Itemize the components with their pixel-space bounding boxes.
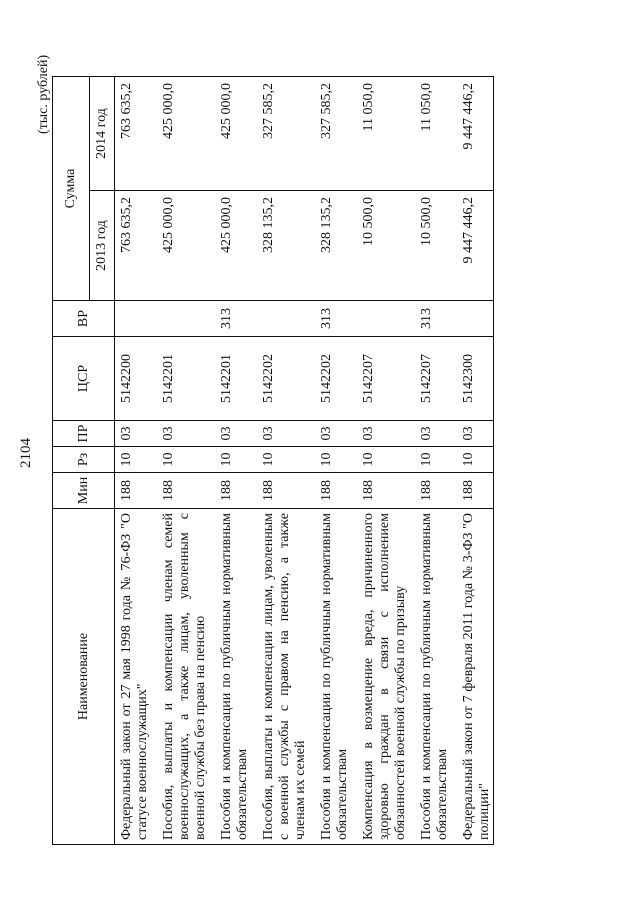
row-csr: 5142202 <box>315 337 357 421</box>
header-sum: Сумма <box>53 77 90 301</box>
header-vr: ВР <box>53 301 115 337</box>
row-pr: 03 <box>357 421 415 447</box>
row-csr: 5142300 <box>457 337 494 421</box>
row-min: 188 <box>215 473 257 509</box>
header-name: Наименование <box>53 509 115 845</box>
row-rz: 10 <box>415 447 457 473</box>
row-2013: 425 000,0 <box>215 191 257 301</box>
row-csr: 5142207 <box>415 337 457 421</box>
row-name: Пособия и компенсации по публичным нормативным обязательствам <box>315 509 357 845</box>
row-name: Компенсация в возмещение вреда, причиненного здоровью граждан в связи с исполнением обязанностей военной службы по призыву <box>357 509 415 845</box>
row-pr: 03 <box>157 421 215 447</box>
row-2013: 9 447 446,2 <box>457 191 494 301</box>
row-2013: 425 000,0 <box>157 191 215 301</box>
row-min: 188 <box>157 473 215 509</box>
table-row <box>357 77 415 845</box>
row-2013: 10 500,0 <box>415 191 457 301</box>
row-2014: 327 585,2 <box>257 77 315 191</box>
row-min: 188 <box>357 473 415 509</box>
table-row <box>157 77 215 845</box>
row-name: Федеральный закон от 7 февраля 2011 года № 3-ФЗ "О полиции" <box>457 509 494 845</box>
row-2014: 425 000,0 <box>157 77 215 191</box>
row-pr: 03 <box>115 421 158 447</box>
row-csr: 5142201 <box>215 337 257 421</box>
row-2014: 11 050,0 <box>357 77 415 191</box>
row-rz: 10 <box>115 447 158 473</box>
row-2014: 327 585,2 <box>315 77 357 191</box>
row-min: 188 <box>115 473 158 509</box>
row-vr: 313 <box>315 301 357 337</box>
row-csr: 5142207 <box>357 337 415 421</box>
row-pr: 03 <box>415 421 457 447</box>
row-min: 188 <box>415 473 457 509</box>
row-2013: 328 135,2 <box>315 191 357 301</box>
row-pr: 03 <box>315 421 357 447</box>
row-csr: 5142201 <box>157 337 215 421</box>
row-name: Федеральный закон от 27 мая 1998 года № 76-ФЗ "О статусе военнослужащих" <box>115 509 158 845</box>
table-row <box>315 77 357 845</box>
row-vr <box>157 301 215 337</box>
row-2013: 328 135,2 <box>257 191 315 301</box>
row-2014: 425 000,0 <box>215 77 257 191</box>
units-label: (тыс. рублей) <box>36 54 51 134</box>
row-vr <box>457 301 494 337</box>
row-vr <box>115 301 158 337</box>
row-2014: 9 447 446,2 <box>457 77 494 191</box>
table-row <box>115 77 158 845</box>
row-rz: 10 <box>457 447 494 473</box>
header-2014: 2014 год <box>90 77 115 191</box>
row-2013: 763 635,2 <box>115 191 158 301</box>
table-row <box>215 77 257 845</box>
table-row <box>257 77 315 845</box>
header-rz: Рз <box>53 447 115 473</box>
row-2013: 10 500,0 <box>357 191 415 301</box>
row-vr <box>357 301 415 337</box>
row-rz: 10 <box>157 447 215 473</box>
row-rz: 10 <box>257 447 315 473</box>
row-name: Пособия и компенсации по публичным нормативным обязательствам <box>215 509 257 845</box>
row-min: 188 <box>315 473 357 509</box>
header-min: Мин <box>53 473 115 509</box>
row-2014: 11 050,0 <box>415 77 457 191</box>
budget-table <box>52 76 494 845</box>
row-vr: 313 <box>415 301 457 337</box>
row-rz: 10 <box>357 447 415 473</box>
row-vr <box>257 301 315 337</box>
row-name: Пособия, выплаты и компенсации членам семей военнослужащих, а также лицам, уволенным с военной службы без права на пенсию <box>157 509 215 845</box>
header-2013: 2013 год <box>90 191 115 301</box>
header-pr: ПР <box>53 421 115 447</box>
table-row <box>415 77 457 845</box>
row-pr: 03 <box>215 421 257 447</box>
table-row <box>457 77 494 845</box>
page-number: 2104 <box>18 438 34 468</box>
row-rz: 10 <box>315 447 357 473</box>
row-csr: 5142202 <box>257 337 315 421</box>
row-2014: 763 635,2 <box>115 77 158 191</box>
row-pr: 03 <box>257 421 315 447</box>
row-min: 188 <box>457 473 494 509</box>
row-vr: 313 <box>215 301 257 337</box>
row-name: Пособия и компенсации по публичным нормативным обязательствам <box>415 509 457 845</box>
row-csr: 5142200 <box>115 337 158 421</box>
row-min: 188 <box>257 473 315 509</box>
header-csr: ЦСР <box>53 337 115 421</box>
row-rz: 10 <box>215 447 257 473</box>
row-name: Пособия, выплаты и компенсации лицам, уволенным с военной службы с правом на пенсию, а также членам их семей <box>257 509 315 845</box>
row-pr: 03 <box>457 421 494 447</box>
